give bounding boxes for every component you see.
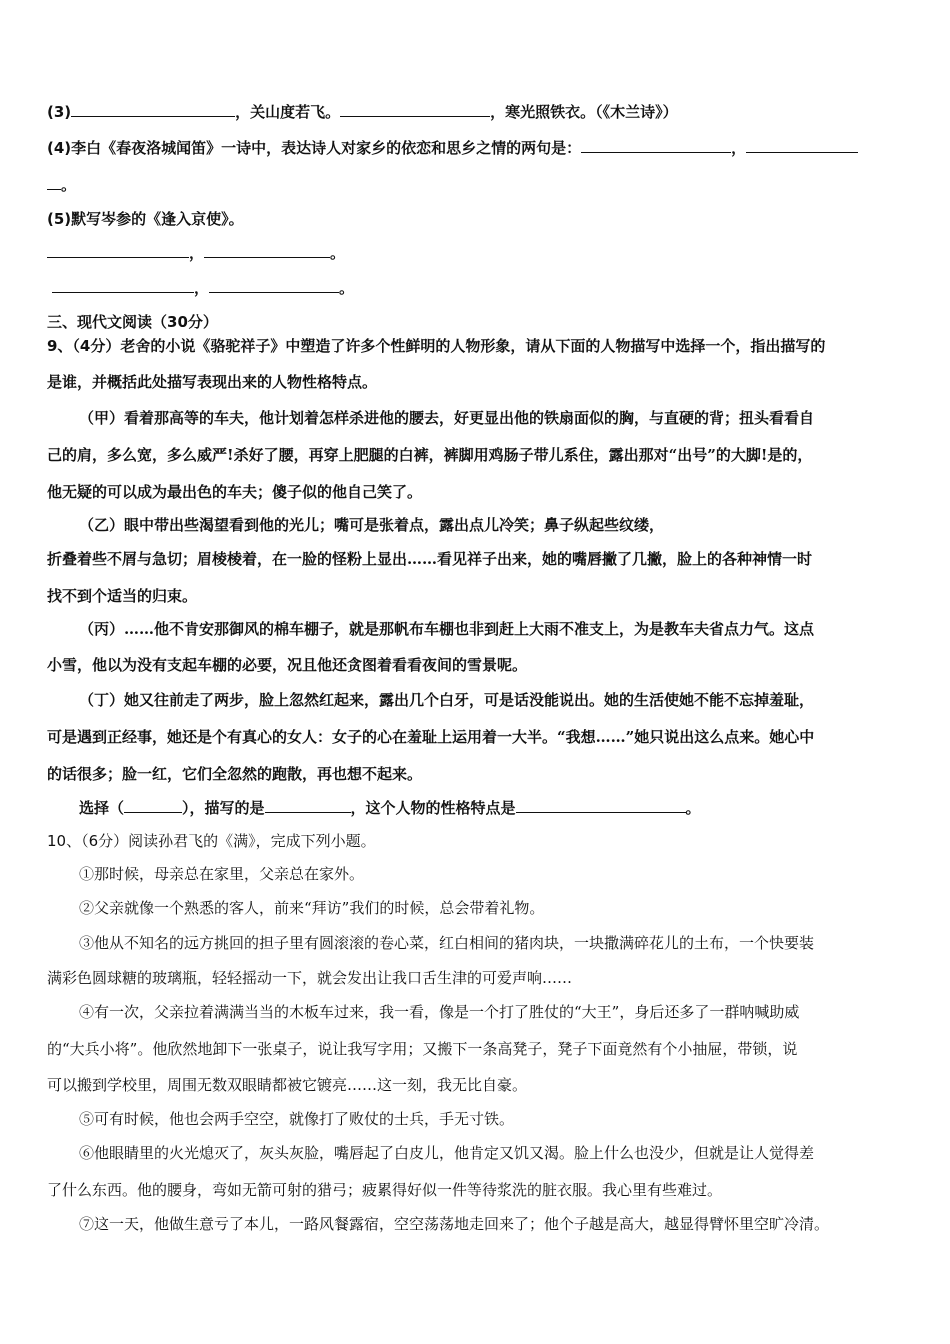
q10-para-2: ②父亲就像一个熟悉的客人，前来“拜访”我们的时候，总会带着礼物。 xyxy=(79,899,545,917)
q5-blank-3[interactable] xyxy=(52,278,194,293)
q3-label: (3) xyxy=(47,103,72,121)
q5-blank-2[interactable] xyxy=(204,243,330,258)
q4-text: (4)李白《春夜洛城闻笛》一诗中，表达诗人对家乡的依恋和思乡之情的两句是： xyxy=(47,139,582,157)
q3-end: ，寒光照铁衣。（《木兰诗》） xyxy=(490,103,678,121)
q9-choice-blank[interactable] xyxy=(124,798,182,813)
q4-end: 。 xyxy=(61,176,77,194)
q10-para-6-line-2: 了什么东西。他的腰身，弯如无箭可射的猎弓；疲累得好似一件等待浆洗的脏衣服。我心里有些难过。 xyxy=(47,1181,723,1199)
q4-blank-2[interactable] xyxy=(746,138,858,153)
q9-stem-line-1: 9、（4分）老舍的小说《骆驼祥子》中塑造了许多个性鲜明的人物形象，请从下面的人物描写中选择一个，指出描写的 xyxy=(47,337,826,355)
q3-blank-2[interactable] xyxy=(340,102,490,117)
q5-blank-1[interactable] xyxy=(47,243,189,258)
q5-text: (5)默写岑参的《逢入京使》。 xyxy=(47,210,244,228)
q4-blank-2-cont[interactable] xyxy=(47,175,61,190)
q9-ding-line-2: 可是遇到正经事，她还是个有真心的女人：女子的心在羞耻上运用着一大半。“我想……”她只说出这么点来。她心中 xyxy=(47,728,815,746)
q3-line xyxy=(47,102,910,122)
q9-yi-line-1: （乙）眼中带出些渴望看到他的光儿；嘴可是张着点，露出点儿冷笑；鼻子纵起些纹缕， xyxy=(79,516,665,534)
q9-stem-line-2: 是谁，并概括此处描写表现出来的人物性格特点。 xyxy=(47,373,378,391)
q9-jia-line-1: （甲）看着那高等的车夫，他计划着怎样杀进他的腰去，好更显出他的铁扇面似的胸，与直硬的背；扭头看看自 xyxy=(79,409,815,427)
q9-answer-p2: ），描写的是 xyxy=(182,799,265,817)
q5-end-1: 。 xyxy=(330,244,346,262)
q9-bing-line-2: 小雪，他以为没有支起车棚的必要，况且他还贪图着看看夜间的雪景呢。 xyxy=(47,656,528,674)
q5-line xyxy=(47,209,910,229)
q10-para-3-line-2: 满彩色圆球糖的玻璃瓶，轻轻摇动一下，就会发出让我口舌生津的可爱声响…… xyxy=(47,969,573,987)
q10-para-4-line-3: 可以搬到学校里，周围无数双眼睛都被它镀亮……这一刻，我无比自豪。 xyxy=(47,1076,528,1094)
q10-para-4-line-1: ④有一次，父亲拉着满满当当的木板车过来，我一看，像是一个打了胜仗的“大王”，身后还多了一群呐喊助威 xyxy=(79,1003,800,1021)
q10-para-1: ①那时候，母亲总在家里，父亲总在家外。 xyxy=(79,865,365,883)
q10-para-5: ⑤可有时候，他也会两手空空，就像打了败仗的士兵，手无寸铁。 xyxy=(79,1110,515,1128)
section-3-title: 三、现代文阅读（30分） xyxy=(47,313,218,331)
q5-sep-1: ， xyxy=(189,244,205,262)
q5-answer-line-1 xyxy=(47,243,910,263)
q10-para-7: ⑦这一天，他做生意亏了本儿，一路风餐露宿，空空荡荡地走回来了；他个子越是高大，越显得臂怀里空旷冷清。 xyxy=(79,1215,830,1233)
q9-yi-line-2: 折叠着些不屑与急切；眉棱棱着，在一脸的怪粉上显出……看见祥子出来，她的嘴唇撇了几撇，脸上的各种神情一时 xyxy=(47,550,813,568)
q10-stem: 10、（6分）阅读孙君飞的《满》，完成下列小题。 xyxy=(47,832,376,850)
q9-yi-line-3: 找不到个适当的归束。 xyxy=(47,587,198,605)
q4-line xyxy=(47,138,910,158)
q9-answer-p1: 选择（ xyxy=(79,799,125,817)
q9-answer-p3: ，这个人物的性格特点是 xyxy=(350,799,516,817)
q5-end-2: 。 xyxy=(339,279,355,297)
q9-jia-line-2: 己的肩，多么宽，多么威严!杀好了腰，再穿上肥腿的白裤，裤脚用鸡肠子带儿系住，露出那对“出号”的大脚!是的， xyxy=(47,446,813,464)
q5-blank-4[interactable] xyxy=(209,278,339,293)
q9-bing-line-1: （丙）……他不肯安那御风的棉车棚子，就是那帆布车棚也非到赶上大雨不准支上，为是教车夫省点力气。这点 xyxy=(79,620,815,638)
q9-answer-line xyxy=(79,798,910,818)
q3-mid: ，关山度若飞。 xyxy=(235,103,341,121)
q4-blank-1[interactable] xyxy=(581,138,731,153)
q10-para-3-line-1: ③他从不知名的远方挑回的担子里有圆滚滚的卷心菜，红白相间的猪肉块，一块撒满碎花儿的土布，一个快要装 xyxy=(79,934,815,952)
q9-ding-line-3: 的话很多；脸一红，它们全忽然的跑散，再也想不起来。 xyxy=(47,765,423,783)
q9-ding-line-1: （丁）她又往前走了两步，脸上忽然红起来，露出几个白牙，可是话没能说出。她的生活使她不能不忘掉羞耻， xyxy=(79,691,815,709)
q9-character-blank[interactable] xyxy=(265,798,351,813)
q3-blank-1[interactable] xyxy=(71,102,235,117)
q5-answer-line-2 xyxy=(52,278,910,298)
q9-trait-blank[interactable] xyxy=(516,798,686,813)
q4-sep: ， xyxy=(731,139,747,157)
q4-line-2 xyxy=(47,175,910,195)
q9-jia-line-3: 他无疑的可以成为最出色的车夫；傻子似的他自己笑了。 xyxy=(47,483,423,501)
q10-para-6-line-1: ⑥他眼睛里的火光熄灭了，灰头灰脸，嘴唇起了白皮儿，他肯定又饥又渴。脸上什么也没少，但就是让人觉得差 xyxy=(79,1144,815,1162)
q5-sep-2: ， xyxy=(194,279,210,297)
q9-answer-p4: 。 xyxy=(685,799,701,817)
q10-para-4-line-2: 的“大兵小将”。他欣然地卸下一张桌子，说让我写字用；又搬下一条高凳子，凳子下面竟然有个小抽屉，带锁，说 xyxy=(47,1040,798,1058)
